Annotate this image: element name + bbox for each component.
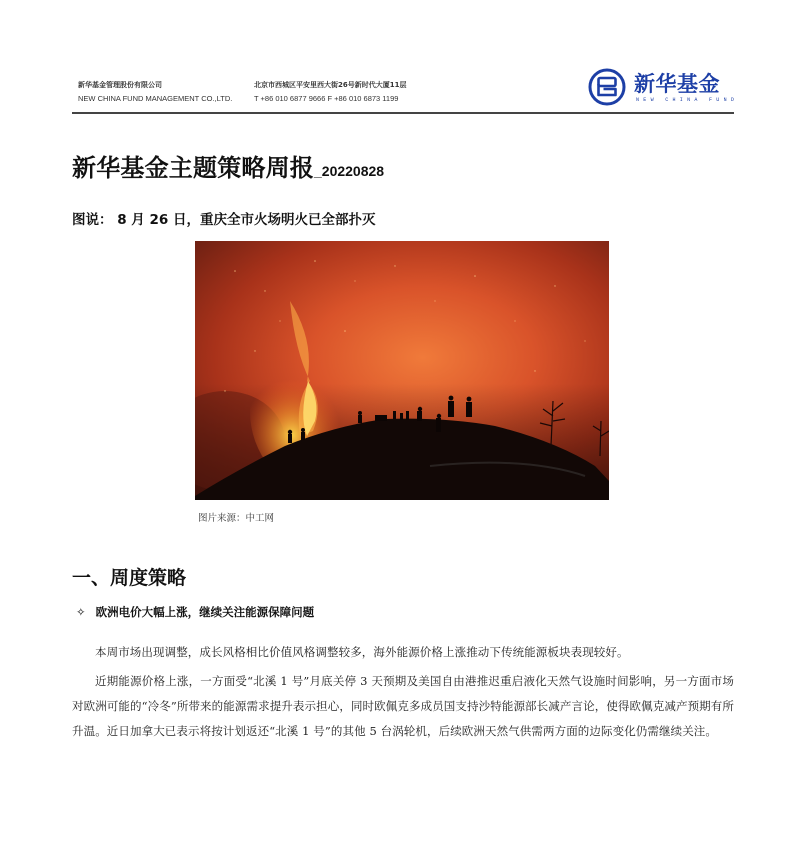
wildfire-photo: [195, 241, 609, 500]
company-name-cn: 新华基金管理股份有限公司: [78, 81, 162, 89]
page-title: [72, 148, 384, 183]
company-address: 北京市西城区平安里西大街26号新时代大厦11层: [254, 81, 407, 89]
logo-mark-icon: [588, 68, 626, 106]
figure-caption: 图说： 8 月 26 日，重庆全市火场明火已全部扑灭: [72, 212, 376, 228]
company-info: [78, 78, 232, 106]
section-heading: 一、周度策略: [72, 567, 187, 589]
letterhead: [72, 66, 739, 112]
company-name-en: NEW CHINA FUND MANAGEMENT CO.,LTD.: [78, 94, 233, 103]
wildfire-scene-image: [195, 241, 609, 500]
logo-text-cn: 新华基金: [634, 72, 720, 96]
paragraph-1: 本周市场出现调整，成长风格相比价值风格调整较多，海外能源价格上涨推动下传统能源板块表现较好。: [95, 644, 629, 659]
paragraph-2: 近期能源价格上涨，一方面受“北溪 1 号”月底关停 3 天预期及美国自由港推迟重启液化天然气设施时间影响，另一方面市场对欧洲可能的“冷冬”所带来的能源需求提升表示担心，同时欧佩克多成员国支持沙特能源部长减产言论，使得欧佩克减产预期有所升温。近日加拿大已表示将按计划返还“北溪 1 号”的其他 5 台涡轮机，后续欧洲天然气供需两方面的边际变化仍需继续关注。: [72, 673, 734, 738]
photo-source: 图片来源：中工网: [198, 513, 275, 524]
bullet-heading-text: 欧洲电价大幅上涨，继续关注能源保障问题: [95, 605, 315, 619]
bullet-heading: [76, 604, 314, 620]
company-logo: [588, 66, 739, 110]
header-divider: [72, 112, 734, 114]
contact-info: [254, 78, 406, 106]
report-title: 新华基金主题策略周报: [72, 154, 314, 182]
diamond-bullet-icon: ✧: [76, 605, 86, 619]
report-date: _20220828: [314, 163, 385, 179]
logo-text-en: NEW CHINA FUND: [636, 97, 739, 103]
company-phone-fax: T +86 010 6877 9666 F +86 010 6873 1199: [254, 94, 399, 103]
